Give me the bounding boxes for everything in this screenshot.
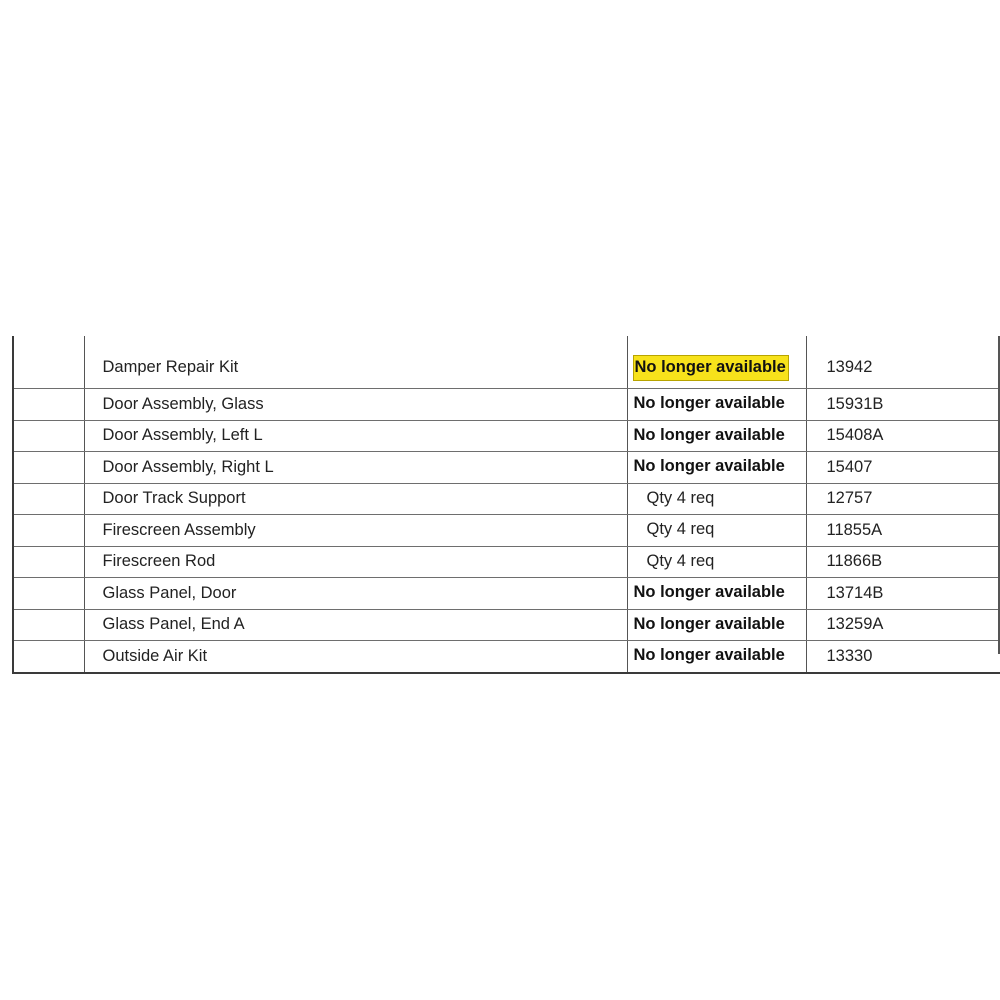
row-index-cell [13, 578, 84, 610]
availability-status: No longer available [633, 394, 785, 413]
status-cell [627, 483, 806, 515]
table-row [13, 336, 1000, 389]
status-cell [627, 641, 806, 673]
row-index-cell [13, 641, 84, 673]
availability-status: No longer available [633, 355, 789, 381]
part-number-cell: 13714B [806, 578, 1000, 610]
part-number-cell: 15408A [806, 420, 1000, 452]
status-cell [627, 389, 806, 421]
availability-status: No longer available [633, 457, 785, 476]
status-cell [627, 452, 806, 484]
part-name-cell: Outside Air Kit [84, 641, 627, 673]
row-index-cell [13, 609, 84, 641]
part-name-cell: Firescreen Assembly [84, 515, 627, 547]
table-row [13, 389, 1000, 421]
table-row [13, 609, 1000, 641]
status-cell [627, 515, 806, 547]
part-name-cell: Door Track Support [84, 483, 627, 515]
part-number-cell: 15407 [806, 452, 1000, 484]
table-row [13, 578, 1000, 610]
table-row [13, 546, 1000, 578]
row-index-cell [13, 389, 84, 421]
status-cell [627, 546, 806, 578]
part-name-cell: Damper Repair Kit [84, 336, 627, 389]
row-index-cell [13, 452, 84, 484]
part-name-cell: Glass Panel, Door [84, 578, 627, 610]
availability-status: No longer available [633, 614, 785, 633]
part-number-cell: 11855A [806, 515, 1000, 547]
availability-status: No longer available [633, 425, 785, 444]
quantity-note: Qty 4 req [646, 551, 715, 570]
table-row [13, 483, 1000, 515]
parts-table [12, 336, 1000, 674]
part-number-cell: 11866B [806, 546, 1000, 578]
status-cell [627, 609, 806, 641]
parts-table-body [13, 336, 1000, 673]
table-row [13, 641, 1000, 673]
quantity-note: Qty 4 req [646, 520, 715, 539]
part-number-cell: 13259A [806, 609, 1000, 641]
quantity-note: Qty 4 req [646, 488, 715, 507]
status-cell [627, 420, 806, 452]
table-row [13, 420, 1000, 452]
row-index-cell [13, 515, 84, 547]
status-cell [627, 578, 806, 610]
row-index-cell [13, 546, 84, 578]
part-name-cell: Door Assembly, Left L [84, 420, 627, 452]
part-number-cell: 12757 [806, 483, 1000, 515]
row-index-cell [13, 483, 84, 515]
table-row [13, 452, 1000, 484]
part-number-cell: 15931B [806, 389, 1000, 421]
part-name-cell: Firescreen Rod [84, 546, 627, 578]
part-number-cell: 13330 [806, 641, 1000, 673]
part-name-cell: Glass Panel, End A [84, 609, 627, 641]
row-index-cell [13, 420, 84, 452]
part-number-cell: 13942 [806, 336, 1000, 389]
table-row [13, 515, 1000, 547]
availability-status: No longer available [633, 583, 785, 602]
row-index-cell [13, 336, 84, 389]
status-cell [627, 336, 806, 389]
part-name-cell: Door Assembly, Glass [84, 389, 627, 421]
part-name-cell: Door Assembly, Right L [84, 452, 627, 484]
availability-status: No longer available [633, 646, 785, 665]
